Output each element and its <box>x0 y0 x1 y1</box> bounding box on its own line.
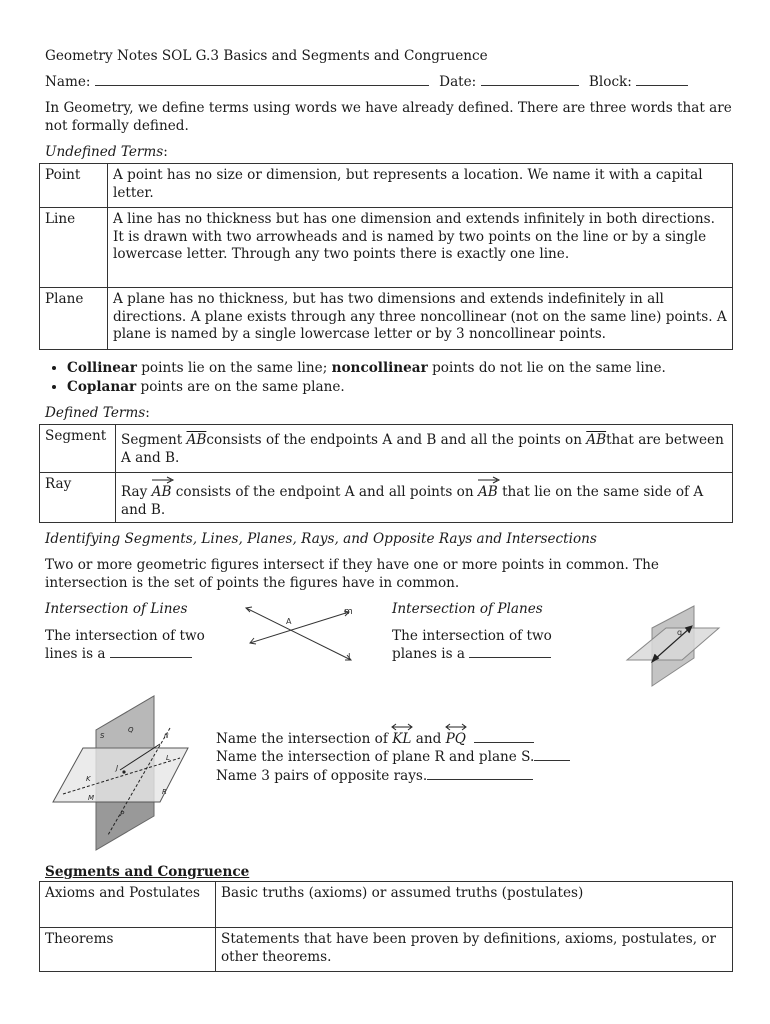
table-row <box>40 288 733 350</box>
ray-symbol: AB <box>152 482 172 502</box>
answer-blank[interactable] <box>427 779 533 780</box>
line-label: l <box>348 653 351 663</box>
segment-symbol: $\overline{AB}$ <box>586 432 607 448</box>
answer-blank[interactable] <box>474 742 534 743</box>
answer-blank[interactable] <box>534 760 570 761</box>
term-bullets <box>45 359 666 397</box>
intro-paragraph: In Geometry, we define terms using words we have already defined. There are three words that are not formally defined. <box>45 100 732 134</box>
list-item: • Coplanar points are on the same plane. <box>67 378 666 397</box>
intersection-lines-heading: Intersection of Lines <box>45 601 188 617</box>
plane-label: R <box>162 788 167 796</box>
question-3: Name 3 pairs of opposite rays. <box>216 768 533 785</box>
defined-terms-heading: Defined Terms: <box>45 405 150 421</box>
block-label: Block: <box>588 74 632 90</box>
point-label: Q <box>128 726 134 734</box>
definition-cell: Segment $\overline{AB}consists$ of the endpoints A and B and all the points on $\overline{AB}that$ are between A and B. <box>116 425 733 473</box>
intersection-paragraph: Two or more geometric figures intersect if they have one or more points in common. The intersection is the set of points the figures have in common. <box>45 557 659 591</box>
undefined-terms-table <box>39 163 733 350</box>
point-label: P <box>120 810 125 818</box>
intersection-planes-heading: Intersection of Planes <box>392 601 543 617</box>
definition-cell: Basic truths (axioms) or assumed truths (postulates) <box>216 882 733 928</box>
identifying-heading: Identifying Segments, Lines, Planes, Rays, and Opposite Rays and Intersections <box>45 531 597 547</box>
question-2: Name the intersection of plane R and plane S. <box>216 749 570 766</box>
term-cell: Ray <box>40 473 116 523</box>
plane-label: S <box>100 732 105 740</box>
definition-cell: A point has no size or dimension, but represents a location. We name it with a capital letter. <box>108 164 733 208</box>
answer-blank[interactable] <box>110 657 192 658</box>
line-symbol: PQ <box>446 729 466 748</box>
question-1: Name the intersection of KL and PQ <box>216 729 534 748</box>
table-row <box>40 473 733 523</box>
congruence-table <box>39 881 733 972</box>
list-item: • Collinear points lie on the same line; noncollinear points do not lie on the same line. <box>67 359 666 378</box>
line-symbol: KL <box>392 729 411 748</box>
congruence-heading: Segments and Congruence <box>45 864 250 880</box>
term-cell: Point <box>40 164 108 208</box>
undefined-terms-heading: Undefined Terms: <box>45 144 168 160</box>
table-row <box>40 164 733 208</box>
point-label: L <box>166 754 170 762</box>
point-label: A <box>286 617 292 626</box>
intersection-lines-text: The intersection of two lines is a <box>45 628 205 662</box>
term-cell: Axioms and Postulates <box>40 882 216 928</box>
name-date-block-row <box>45 74 688 91</box>
intersecting-lines-figure <box>236 600 356 670</box>
definition-cell: Statements that have been proven by definitions, axioms, postulates, or other theorems. <box>216 928 733 972</box>
horizontal-plane <box>627 628 719 660</box>
date-field[interactable] <box>481 85 579 86</box>
line-m <box>250 612 349 643</box>
table-row <box>40 425 733 473</box>
point-label: N <box>164 733 169 740</box>
point-j <box>122 770 125 773</box>
intersection-planes-text: The intersection of two planes is a <box>392 628 552 662</box>
answer-blank[interactable] <box>469 657 551 658</box>
intersecting-planes-figure <box>624 598 724 690</box>
definition-cell: A line has no thickness but has one dimension and extends infinitely in both directions. It is drawn with two arrowheads and is named by two points on the line or by a single lowercase letter. Through any two points there is exactly one line. <box>108 208 733 288</box>
name-field[interactable] <box>95 85 429 86</box>
table-row <box>40 882 733 928</box>
line-label: q <box>677 628 683 637</box>
line-label: m <box>344 607 353 617</box>
point-label: J <box>116 764 119 772</box>
defined-terms-table <box>39 424 733 523</box>
block-field[interactable] <box>636 85 688 86</box>
point-label: K <box>86 775 91 783</box>
plane-s-upper <box>96 696 154 748</box>
definition-cell: A plane has no thickness, but has two dimensions and extends indefinitely in all directions. A plane exists through any three noncollinear (not on the same line) points. A plane is named by a single lowercase letter or by 3 noncollinear points. <box>108 288 733 350</box>
definition-cell: Ray AB consists of the endpoint A and all points on AB that lie on the same side of A and B. <box>116 473 733 523</box>
term-cell: Segment <box>40 425 116 473</box>
page-title: Geometry Notes SOL G.3 Basics and Segments and Congruence <box>45 48 488 64</box>
table-row <box>40 928 733 972</box>
point-label: M <box>88 794 95 802</box>
term-cell: Plane <box>40 288 108 350</box>
planes-rays-figure <box>48 690 198 852</box>
table-row <box>40 208 733 288</box>
name-label: Name: <box>45 74 91 90</box>
term-cell: Line <box>40 208 108 288</box>
term-cell: Theorems <box>40 928 216 972</box>
segment-symbol: $\overline{AB}$ <box>186 432 207 448</box>
date-label: Date: <box>439 74 477 90</box>
ray-symbol: AB <box>478 482 498 502</box>
